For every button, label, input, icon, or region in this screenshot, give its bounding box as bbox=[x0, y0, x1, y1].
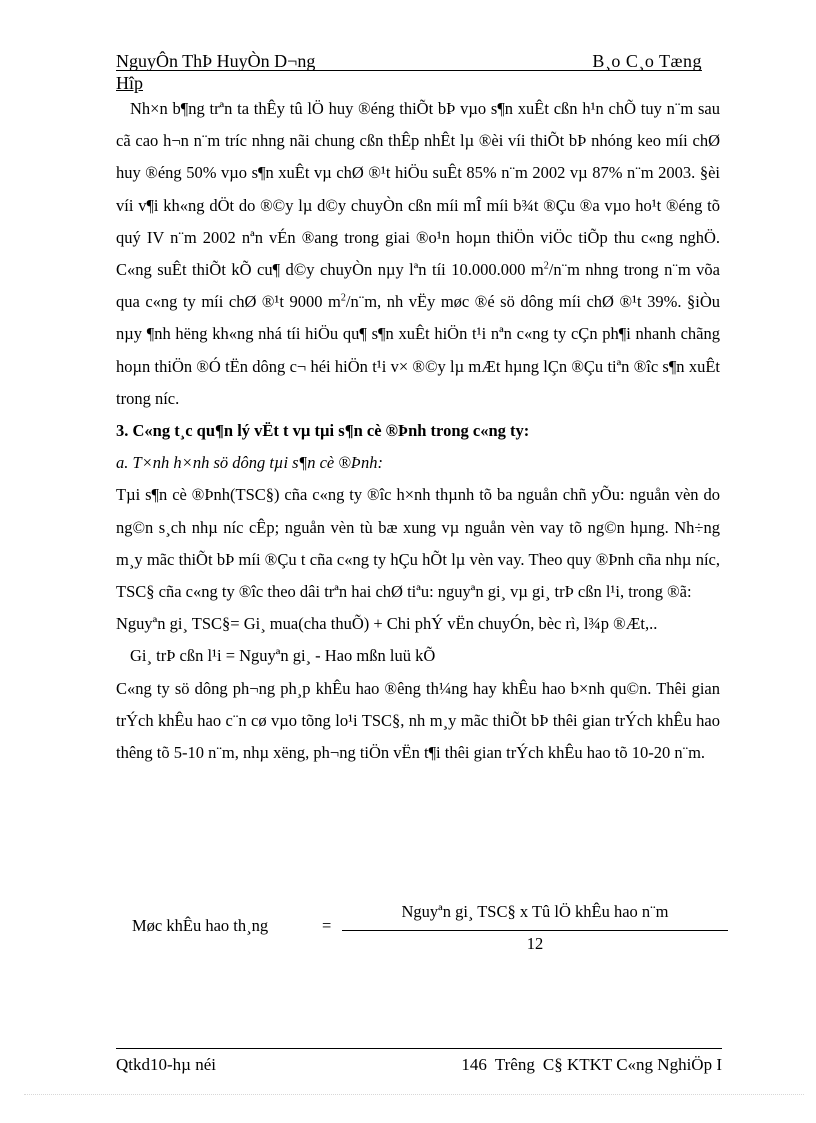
header-report-title-cont: Hîp bbox=[116, 73, 143, 93]
formula-fraction-bar bbox=[342, 930, 728, 931]
paragraph-depreciation: C«ng ty sö dông ph¬ng ph¸p khÊu hao ®êng th¼ng hay khÊu hao b×nh qu©n. Thêi gian trÝch khÊu hao c¨n cø vµo tõng lo¹i TSC§, nh m¸y mãc thiÕt bÞ thêi gian trÝch khÊu hao thêng tõ 5-10 n¨m, nhµ xëng, ph¬ng tiÖn vËn t¶i thêi gian trÝch khÊu hao tõ 10-20 n¨m. bbox=[116, 678, 720, 763]
header-report-title: B¸o C¸o Tæng bbox=[592, 51, 702, 71]
page-bottom-divider bbox=[24, 1094, 804, 1095]
paragraph-residual-value: Gi¸ trÞ cßn l¹i = Nguyªn gi¸ - Hao mßn luü kÕ bbox=[130, 646, 436, 666]
paragraph-fixed-assets: Tµi s¶n cè ®Þnh(TSC§) cña c«ng ty ®îc h×nh thµnh tõ ba nguån chñ yÕu: nguån vèn do ng©n s¸ch nhµ níc cÊp; nguån vèn tù bæ xung vµ nguån vèn vay tõ ng©n hµng. Nh÷ng m¸y mãc thiÕt bÞ míi ®Çu t cña c«ng ty hÇu hÕt lµ vèn vay. Theo quy ®Þnh cña nhµ níc, TSC§ cña c«ng ty ®îc theo dâi trªn hai chØ tiªu: nguyªn gi¸ vµ gi¸ trÞ cßn l¹i, trong ®ã: bbox=[116, 485, 720, 602]
formula-numerator: Nguyªn gi¸ TSC§ x Tû lÖ khÊu hao n¨m bbox=[401, 902, 669, 921]
footer-class: Qtkd10-hµ néi bbox=[116, 1055, 216, 1074]
paragraph-equipment-usage: Nh×n b¶ng trªn ta thÊy tû lÖ huy ®éng thiÕt bÞ vµo s¶n xuÊt cßn h¹n chÕ tuy n¨m sau cã cao h¬n n¨m tríc nhng nãi chung cßn thÊp nhÊt lµ ®èi víi thiÕt bÞ nhóng keo míi chØ huy ®éng 50% vµo s¶n xuÊt vµ chØ ®¹t hiÖu suÊt 85% n¨m 2002 vµ 87% n¨m 2003. §èi víi v¶i kh«ng dÖt do ®©y lµ d©y chuyÒn cßn míi mÎ míi b¾t ®Çu ®a vµo ho¹t ®éng tõ quý IV n¨m 2002 nªn vÉn ®ang trong giai ®o¹n hoµn thiÖn viÖc tiÕp thu c«ng nghÖ. C«ng suÊt thiÕt kÕ cu¶ d©y chuyÒn nµy lªn tíi 10.000.000 $m^2/n¨m$ nhng trong n¨m võa qua c«ng ty míi chØ ®¹t 9000 $m^2/n¨m$, nh vËy møc ®é sö dông míi chØ ®¹t 39%. §iÒu nµy ¶nh hëng kh«ng nhá tíi hiÖu qu¶ s¶n xuÊt hiÖn t¹i nªn c«ng ty cÇn ph¶i nhanh chãng hoµn thiÖn ®Ó tËn dông c¬ héi hiÖn t¹i v× ®©y lµ mÆt hµng lÇn ®Çu tiªn ®îc s¶n xuÊt trong níc. bbox=[116, 99, 721, 408]
paragraph-original-cost: Nguyªn gi¸ TSC§= Gi¸ mua(cha thuÕ) + Chi phÝ vËn chuyÓn, bèc rì, l¾p ®Æt,.. bbox=[116, 614, 658, 634]
footer-school-prefix: Trêng bbox=[494, 1055, 535, 1074]
formula-denominator: 12 bbox=[526, 934, 544, 953]
section-heading-3: 3. C«ng t¸c qu¶n lý vËt t vµ tµi s¶n cè ®Þnh trong c«ng ty: bbox=[116, 421, 530, 441]
page-header bbox=[116, 52, 702, 71]
formula-equals: = bbox=[322, 916, 332, 935]
page-number: 146 bbox=[461, 1055, 487, 1074]
page-footer bbox=[116, 1048, 722, 1074]
formula-label: Møc khÊu hao th¸ng bbox=[132, 916, 269, 935]
depreciation-formula bbox=[132, 898, 732, 958]
footer-school: C§ KTKT C«ng NghiÖp I bbox=[542, 1055, 722, 1074]
footer-right bbox=[453, 1055, 722, 1075]
document-body bbox=[116, 93, 720, 769]
header-author: NguyÔn ThÞ HuyÒn D¬ng bbox=[116, 51, 316, 71]
subheading-a: a. T×nh h×nh sö dông tµi s¶n cè ®Þnh: bbox=[116, 453, 383, 473]
